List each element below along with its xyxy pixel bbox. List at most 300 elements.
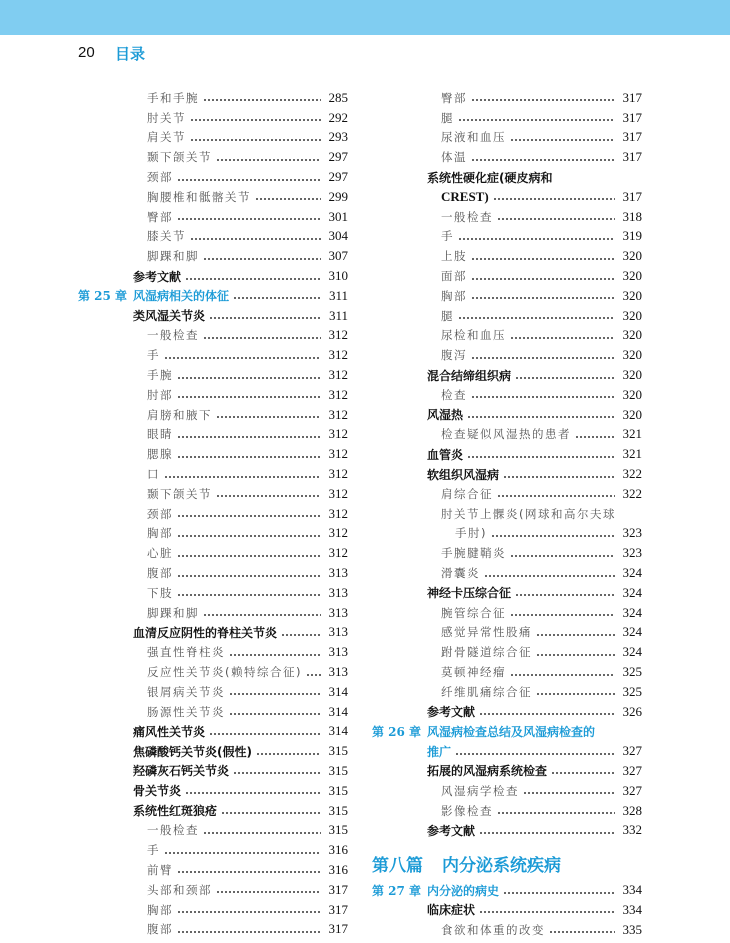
- dot-leader: [536, 654, 615, 656]
- entry-title: 腹部: [147, 922, 173, 937]
- entry-title: 腕管综合征: [441, 605, 506, 620]
- entry-title: 胸部: [441, 288, 467, 303]
- entry-title: 骨关节炎: [133, 784, 182, 799]
- entry-title: 一般检查: [441, 209, 493, 224]
- dot-leader: [497, 812, 615, 814]
- dot-leader: [177, 871, 321, 873]
- entry-title: 前臂: [147, 862, 173, 877]
- entry-title: 系统性硬化症(硬皮病和: [427, 170, 553, 185]
- dot-leader: [458, 119, 615, 121]
- entry-page: 320: [622, 347, 642, 363]
- toc-entry[interactable]: [372, 187, 642, 207]
- entry-title: 体温: [441, 150, 467, 165]
- entry-page: 317: [622, 149, 642, 165]
- entry-page: 315: [328, 782, 348, 798]
- toc-entry[interactable]: [78, 682, 348, 702]
- entry-page: 324: [622, 624, 642, 640]
- entry-page: 323: [622, 525, 642, 541]
- entry-page: 316: [328, 861, 348, 877]
- entry-page: 311: [328, 287, 348, 303]
- entry-title: 肘关节: [147, 110, 186, 125]
- toc-entry[interactable]: [372, 662, 642, 682]
- dot-leader: [216, 495, 321, 497]
- entry-title: 拓展的风湿病系统检查: [427, 764, 548, 779]
- dot-leader: [177, 396, 321, 398]
- dot-leader: [177, 535, 321, 537]
- dot-leader: [203, 614, 321, 616]
- section-title: 目录: [115, 45, 146, 63]
- dot-leader: [471, 357, 615, 359]
- dot-leader: [177, 911, 321, 913]
- toc-entry[interactable]: [78, 227, 348, 247]
- entry-page: 312: [328, 426, 348, 442]
- part-heading: [372, 840, 642, 880]
- toc-entry[interactable]: [372, 543, 642, 563]
- toc-entry[interactable]: [372, 504, 642, 524]
- entry-title: 风湿病学检查: [441, 783, 519, 798]
- toc-entry[interactable]: [372, 405, 642, 425]
- entry-page: 334: [622, 882, 642, 898]
- toc-entry[interactable]: [372, 781, 642, 801]
- entry-title: 焦磷酸钙关节炎(假性): [133, 744, 252, 759]
- entry-page: 304: [328, 228, 348, 244]
- toc-entry[interactable]: [78, 365, 348, 385]
- entry-page: 312: [328, 446, 348, 462]
- entry-page: 325: [622, 664, 642, 679]
- dot-leader: [185, 278, 321, 280]
- toc-entry[interactable]: [372, 425, 642, 445]
- dot-leader: [177, 594, 321, 596]
- entry-title: CREST): [441, 188, 489, 204]
- entry-title: 脚踝和脚: [147, 249, 199, 264]
- toc-entry[interactable]: [372, 306, 642, 326]
- dot-leader: [503, 892, 615, 894]
- entry-page: 313: [328, 584, 348, 600]
- entry-title: 手肘): [455, 526, 487, 541]
- entry-title: 肘关节上髁炎(网球和高尔夫球: [441, 506, 616, 521]
- entry-title: 胸部: [147, 526, 173, 541]
- toc-entry[interactable]: [78, 900, 348, 920]
- entry-page: 317: [622, 129, 642, 145]
- dot-leader: [471, 159, 615, 161]
- toc-entry[interactable]: [372, 642, 642, 662]
- entry-title: 参考文献: [133, 269, 182, 284]
- toc-entry[interactable]: [78, 801, 348, 821]
- dot-leader: [479, 713, 615, 715]
- entry-title: 纤维肌痛综合征: [441, 684, 532, 699]
- dot-leader: [190, 139, 321, 141]
- toc-entry[interactable]: [372, 365, 642, 385]
- entry-page: 320: [622, 406, 642, 422]
- chapter-number: 第 27 章: [372, 883, 422, 898]
- entry-title: 脚踝和脚: [147, 605, 199, 620]
- toc-entry[interactable]: [372, 444, 642, 464]
- dot-leader: [551, 772, 615, 774]
- entry-title: 颞下颌关节: [147, 150, 212, 165]
- toc-entry[interactable]: [78, 147, 348, 167]
- dot-leader: [549, 931, 615, 933]
- entry-title: 滑囊炎: [441, 566, 480, 581]
- toc-entry[interactable]: [372, 801, 642, 821]
- entry-title: 风湿病检查总结及风湿病检查的: [427, 724, 596, 739]
- toc-entry[interactable]: [78, 444, 348, 464]
- toc-entry[interactable]: [372, 563, 642, 583]
- entry-page: 292: [328, 109, 348, 125]
- toc-entry[interactable]: [78, 781, 348, 801]
- dot-leader: [216, 159, 321, 161]
- dot-leader: [229, 654, 321, 656]
- entry-page: 324: [622, 584, 642, 600]
- entry-title: 血管炎: [427, 447, 464, 462]
- entry-title: 临床症状: [427, 903, 476, 918]
- entry-page: 312: [328, 327, 348, 343]
- toc-entry[interactable]: [78, 623, 348, 643]
- toc-entry[interactable]: [78, 919, 348, 939]
- toc-entry[interactable]: [78, 543, 348, 563]
- entry-page: 297: [328, 169, 348, 185]
- dot-leader: [510, 337, 615, 339]
- dot-leader: [177, 436, 321, 438]
- toc-chapter-entry[interactable]: [372, 722, 642, 742]
- entry-title: 颈部: [147, 170, 173, 185]
- toc-entry[interactable]: [78, 504, 348, 524]
- dot-leader: [458, 317, 615, 319]
- toc-entry[interactable]: [78, 326, 348, 346]
- entry-page: 299: [328, 188, 348, 204]
- dot-leader: [256, 753, 321, 755]
- toc-entry[interactable]: [78, 524, 348, 544]
- entry-page: 322: [622, 466, 642, 482]
- toc-entry[interactable]: [78, 345, 348, 365]
- dot-leader: [281, 634, 321, 636]
- toc-entry[interactable]: [78, 761, 348, 781]
- entry-page: 327: [622, 762, 642, 778]
- entry-title: 感觉异常性股痛: [441, 625, 532, 640]
- entry-title: 神经卡压综合征: [427, 586, 512, 601]
- toc-entry[interactable]: [78, 880, 348, 900]
- toc-entry[interactable]: [78, 405, 348, 425]
- entry-title: 食欲和体重的改变: [441, 922, 545, 937]
- dot-leader: [491, 535, 615, 537]
- part-number: 第八篇: [372, 855, 423, 876]
- entry-title: 面部: [441, 269, 467, 284]
- entry-title: 跗骨隧道综合征: [441, 645, 532, 660]
- chapter-number: 第 25 章: [78, 289, 128, 304]
- entry-title: 混合结缔组织病: [427, 368, 512, 383]
- toc-entry[interactable]: [372, 603, 642, 623]
- toc-entry[interactable]: [372, 147, 642, 167]
- toc-entry[interactable]: [372, 326, 642, 346]
- toc-entry[interactable]: [78, 306, 348, 326]
- dot-leader: [503, 476, 615, 478]
- entry-title: 系统性红斑狼疮: [133, 804, 218, 819]
- entry-page: 313: [328, 604, 348, 620]
- toc-entry[interactable]: [78, 187, 348, 207]
- entry-page: 319: [622, 228, 642, 244]
- toc-entry[interactable]: [78, 207, 348, 227]
- toc-chapter-entry[interactable]: [372, 880, 642, 900]
- toc-entry[interactable]: [372, 464, 642, 484]
- entry-page: 328: [622, 802, 642, 818]
- entry-title: 臀部: [441, 90, 467, 105]
- dot-leader: [177, 218, 321, 220]
- dot-leader: [185, 792, 321, 794]
- dot-leader: [177, 931, 321, 933]
- toc-entry[interactable]: [372, 920, 642, 940]
- entry-title: 风湿热: [427, 408, 464, 423]
- dot-leader: [306, 674, 321, 676]
- entry-title: 软组织风湿病: [427, 467, 500, 482]
- dot-leader: [479, 911, 615, 913]
- entry-page: 320: [622, 287, 642, 303]
- dot-leader: [523, 792, 615, 794]
- entry-page: 320: [622, 268, 642, 284]
- dot-leader: [190, 119, 321, 121]
- toc-entry[interactable]: [78, 266, 348, 286]
- dot-leader: [190, 238, 321, 240]
- entry-page: 324: [622, 604, 642, 620]
- entry-title: 痛风性关节炎: [133, 724, 206, 739]
- entry-title: 强直性脊柱炎: [147, 645, 225, 660]
- dot-leader: [479, 832, 615, 834]
- toc-entry[interactable]: [372, 900, 642, 920]
- dot-leader: [471, 258, 615, 260]
- toc-entry[interactable]: [78, 425, 348, 445]
- entry-page: 312: [328, 545, 348, 561]
- toc-entry[interactable]: [372, 286, 642, 306]
- toc-entry[interactable]: [372, 820, 642, 840]
- dot-leader: [510, 139, 615, 141]
- toc-entry[interactable]: [78, 464, 348, 484]
- entry-title: 一般检查: [147, 823, 199, 838]
- entry-title: 肩关节: [147, 130, 186, 145]
- dot-leader: [467, 456, 615, 458]
- toc-entry[interactable]: [78, 246, 348, 266]
- entry-page: 317: [328, 881, 348, 897]
- entry-title: 口: [147, 467, 160, 482]
- entry-title: 一般检查: [147, 328, 199, 343]
- dot-leader: [216, 891, 321, 893]
- entry-page: 320: [622, 386, 642, 402]
- toc-entry[interactable]: [372, 484, 642, 504]
- entry-page: 318: [622, 208, 642, 224]
- dot-leader: [164, 357, 321, 359]
- dot-leader: [209, 733, 321, 735]
- entry-page: 312: [328, 367, 348, 383]
- toc-entry[interactable]: [78, 722, 348, 742]
- entry-page: 317: [328, 901, 348, 917]
- entry-page: 314: [328, 683, 348, 699]
- entry-page: 320: [622, 367, 642, 383]
- dot-leader: [203, 99, 321, 101]
- entry-title: 肘部: [147, 387, 173, 402]
- dot-leader: [575, 436, 615, 438]
- toc-entry[interactable]: [372, 207, 642, 227]
- entry-page: 311: [328, 307, 348, 323]
- toc-right-column: [372, 88, 642, 940]
- entry-page: 314: [328, 723, 348, 739]
- entry-title: 腹泻: [441, 348, 467, 363]
- entry-title: 心脏: [147, 546, 173, 561]
- toc-entry[interactable]: [372, 88, 642, 108]
- entry-title: 腿: [441, 110, 454, 125]
- dot-leader: [203, 258, 321, 260]
- dot-leader: [515, 377, 615, 379]
- dot-leader: [510, 555, 615, 557]
- toc-chapter-entry[interactable]: [78, 286, 348, 306]
- entry-title: 检查: [441, 387, 467, 402]
- toc-entry[interactable]: [372, 167, 642, 187]
- toc-entry[interactable]: [372, 385, 642, 405]
- toc-entry[interactable]: [78, 820, 348, 840]
- toc-entry[interactable]: [78, 108, 348, 128]
- entry-page: 293: [328, 129, 348, 145]
- dot-leader: [458, 238, 615, 240]
- entry-page: 310: [328, 268, 348, 284]
- entry-page: 317: [328, 921, 348, 937]
- dot-leader: [536, 693, 615, 695]
- entry-page: 301: [328, 208, 348, 224]
- dot-leader: [515, 594, 615, 596]
- entry-title: 手和手腕: [147, 90, 199, 105]
- entry-title: 血清反应阴性的脊柱关节炎: [133, 625, 278, 640]
- dot-leader: [164, 852, 321, 854]
- dot-leader: [471, 297, 615, 299]
- toc-entry[interactable]: [78, 662, 348, 682]
- entry-page: 312: [328, 466, 348, 482]
- toc-left-column: [78, 88, 348, 939]
- entry-title: 肩综合征: [441, 486, 493, 501]
- entry-page: 326: [622, 703, 642, 719]
- entry-page: 312: [328, 525, 348, 541]
- toc-entry[interactable]: [372, 623, 642, 643]
- entry-title: 下肢: [147, 585, 173, 600]
- entry-page: 332: [622, 822, 642, 838]
- toc-entry[interactable]: [372, 524, 642, 544]
- dot-leader: [467, 416, 615, 418]
- toc-entry[interactable]: [78, 484, 348, 504]
- entry-page: 317: [622, 109, 642, 125]
- toc-entry[interactable]: [372, 227, 642, 247]
- toc-entry[interactable]: [372, 246, 642, 266]
- toc-entry[interactable]: [372, 583, 642, 603]
- toc-chapter-entry[interactable]: [372, 741, 642, 761]
- toc-entry[interactable]: [372, 702, 642, 722]
- toc-entry[interactable]: [78, 702, 348, 722]
- entry-page: 324: [622, 644, 642, 660]
- entry-title: 羟磷灰石钙关节炎: [133, 764, 230, 779]
- entry-title: 肩膀和腋下: [147, 407, 212, 422]
- toc-entry[interactable]: [78, 128, 348, 148]
- entry-page: 323: [622, 545, 642, 561]
- entry-page: 313: [328, 644, 348, 660]
- toc-entry[interactable]: [78, 167, 348, 187]
- entry-title: 膝关节: [147, 229, 186, 244]
- toc-entry[interactable]: [78, 603, 348, 623]
- entry-page: 320: [622, 248, 642, 264]
- toc-entry[interactable]: [78, 88, 348, 108]
- dot-leader: [177, 179, 321, 181]
- entry-page: 307: [328, 248, 348, 264]
- entry-page: 313: [328, 565, 348, 581]
- entry-title: 手: [147, 843, 160, 858]
- entry-title: 臀部: [147, 209, 173, 224]
- toc-entry[interactable]: [372, 266, 642, 286]
- toc-entry[interactable]: [372, 761, 642, 781]
- entry-title: 头部和颈部: [147, 882, 212, 897]
- entry-page: 334: [622, 901, 642, 917]
- dot-leader: [229, 693, 321, 695]
- toc-entry[interactable]: [78, 860, 348, 880]
- dot-leader: [536, 634, 615, 636]
- dot-leader: [493, 198, 615, 200]
- dot-leader: [221, 812, 321, 814]
- toc-entry[interactable]: [372, 345, 642, 365]
- toc-entry[interactable]: [78, 741, 348, 761]
- dot-leader: [510, 614, 615, 616]
- dot-leader: [203, 337, 321, 339]
- entry-title: 胸部: [147, 902, 173, 917]
- toc-entry[interactable]: [78, 642, 348, 662]
- toc-entry[interactable]: [78, 385, 348, 405]
- entry-title: 影像检查: [441, 803, 493, 818]
- entry-page: 285: [328, 89, 348, 105]
- dot-leader: [471, 99, 615, 101]
- entry-page: 316: [328, 842, 348, 858]
- toc-entry[interactable]: [78, 840, 348, 860]
- entry-title: 类风湿关节炎: [133, 309, 206, 324]
- entry-title: 腮腺: [147, 447, 173, 462]
- toc-entry[interactable]: [372, 128, 642, 148]
- toc-entry[interactable]: [372, 682, 642, 702]
- entry-page: 327: [622, 743, 642, 759]
- entry-page: 297: [328, 149, 348, 165]
- toc-entry[interactable]: [78, 563, 348, 583]
- dot-leader: [233, 772, 321, 774]
- entry-page: 312: [328, 347, 348, 363]
- entry-title: 颞下颌关节: [147, 486, 212, 501]
- entry-title: 风湿病相关的体征: [133, 289, 230, 304]
- entry-title: 手: [441, 229, 454, 244]
- entry-page: 317: [622, 89, 642, 105]
- header-band: [0, 0, 730, 35]
- dot-leader: [471, 396, 615, 398]
- dot-leader: [229, 713, 321, 715]
- entry-page: 322: [622, 485, 642, 501]
- entry-title: 颈部: [147, 506, 173, 521]
- entry-page: 312: [328, 505, 348, 521]
- entry-page: 315: [328, 743, 348, 759]
- entry-title: 莫顿神经瘤: [441, 665, 506, 679]
- entry-title: 胸腰椎和骶髂关节: [147, 189, 251, 204]
- entry-page: 312: [328, 406, 348, 422]
- chapter-number: 第 26 章: [372, 724, 422, 739]
- entry-title: 肠源性关节炎: [147, 704, 225, 719]
- dot-leader: [209, 317, 321, 319]
- toc-entry[interactable]: [372, 108, 642, 128]
- dot-leader: [177, 515, 321, 517]
- entry-title: 手腕腱鞘炎: [441, 546, 506, 561]
- dot-leader: [510, 674, 615, 676]
- entry-title: 手腕: [147, 368, 173, 383]
- entry-page: 312: [328, 386, 348, 402]
- dot-leader: [177, 555, 321, 557]
- dot-leader: [255, 198, 321, 200]
- toc-entry[interactable]: [78, 583, 348, 603]
- entry-page: 314: [328, 703, 348, 719]
- entry-title: 参考文献: [427, 705, 476, 720]
- dot-leader: [455, 753, 615, 755]
